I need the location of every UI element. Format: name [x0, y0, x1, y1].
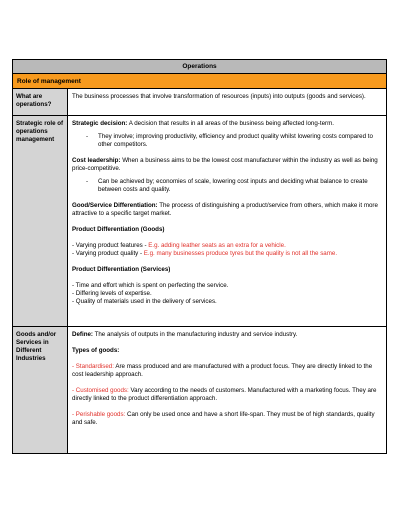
- standardised-goods-text: Are mass produced and are manufactured with a product focus. They are directly linked to the cost leadership approach.: [72, 363, 373, 378]
- perishable-goods-term: - Perishable goods:: [72, 411, 126, 418]
- types-of-goods-heading-text: Types of goods:: [72, 347, 120, 354]
- table-row-operations: [13, 88, 386, 115]
- row-label-operations: What are operations?: [13, 89, 68, 115]
- goods-diff-features-text: - Varying product features -: [72, 242, 149, 249]
- goods-diff-quality-text: - Varying product quality -: [72, 250, 144, 257]
- row-content-strategic-role: [68, 116, 386, 326]
- differentiation-paragraph: [72, 202, 382, 218]
- customised-goods-text: Vary according to the needs of customers. Manufactured with a marketing focus. They are directly linked to the product differentiation approach.: [72, 387, 377, 402]
- services-diff-item-expertise: - Differing levels of expertise.: [72, 290, 152, 297]
- perishable-goods-text: Can only be used once and have a short life-span. They must be of high standards, quality and safe.: [72, 411, 375, 426]
- row-label-strategic-role: Strategic role of operations management: [13, 116, 68, 326]
- differentiation-term: Good/Service Differentiation:: [72, 202, 158, 209]
- cost-leadership-bullet: - Can be achieved by; economies of scale, lowering cost inputs and deciding what balance to create between costs and quality.: [72, 178, 382, 194]
- services-differentiation-heading-text: Product Differentiation (Services): [72, 266, 171, 273]
- standardised-goods-term: - Standardised:: [72, 363, 114, 370]
- operations-table: [12, 59, 387, 454]
- define-term: Define:: [72, 331, 93, 338]
- cost-leadership-text: When a business aims to be the lowest cost manufacturer within the industry as well as being price-competitive.: [72, 157, 378, 172]
- table-title-row: [13, 60, 386, 73]
- table-row-strategic-role: [13, 115, 386, 326]
- goods-diff-quality-example: E.g. many businesses produce tyres but the quality is not all the same.: [143, 250, 338, 257]
- services-diff-item-materials: - Quality of materials used in the delivery of services.: [72, 298, 217, 305]
- section-title: Role of management: [17, 77, 81, 85]
- goods-diff-features-example: E.g. adding leather seats as an extra for a vehicle.: [148, 242, 286, 249]
- strategic-decision-term: Strategic decision:: [72, 120, 128, 127]
- customised-goods-term: - Customised goods:: [72, 387, 129, 394]
- types-of-goods-heading: [72, 347, 382, 355]
- define-text: The analysis of outputs in the manufacturing industry and service industry.: [92, 331, 298, 338]
- row-content-operations: [68, 89, 386, 115]
- cost-leadership-paragraph: [72, 157, 382, 173]
- goods-diff-item-features: [72, 242, 382, 250]
- differentiation-text: The process of distinguishing a product/service from others, which make it more attractive to a specific target market.: [72, 202, 378, 217]
- define-paragraph: [72, 331, 382, 339]
- goods-differentiation-heading-text: Product Differentiation (Goods): [72, 226, 165, 233]
- cost-leadership-term: Cost leadership:: [72, 157, 121, 164]
- table-title: Operations: [182, 63, 217, 70]
- perishable-goods-item: [72, 411, 382, 427]
- row-label-goods-services: Goods and/or Services in Different Industries: [13, 327, 68, 453]
- services-differentiation-heading: [72, 266, 382, 274]
- section-header-row: [13, 73, 386, 88]
- strategic-decision-text: A decision that results in all areas of the business being affected long-term.: [127, 120, 334, 127]
- table-row-goods-services: [13, 326, 386, 453]
- operations-definition: The business processes that involve transformation of resources (inputs) into outputs (goods and services).: [72, 93, 366, 100]
- strategic-decision-bullet-text: They involve; improving productivity, efficiency and product quality whilst lowering costs compared to other competitors.: [98, 133, 373, 148]
- goods-diff-item-quality: [72, 250, 382, 258]
- row-content-goods-services: [68, 327, 386, 453]
- services-diff-item-time: - Time and effort which is spent on perfecting the service.: [72, 282, 229, 289]
- goods-differentiation-heading: [72, 226, 382, 234]
- strategic-decision-bullet: - They involve; improving productivity, efficiency and product quality whilst lowering costs compared to other competitors.: [72, 133, 382, 149]
- standardised-goods-item: [72, 363, 382, 379]
- strategic-decision-paragraph: [72, 120, 382, 128]
- customised-goods-item: [72, 387, 382, 403]
- cost-leadership-bullet-text: Can be achieved by; economies of scale, lowering cost inputs and deciding what balance to create between costs and quality.: [98, 178, 368, 193]
